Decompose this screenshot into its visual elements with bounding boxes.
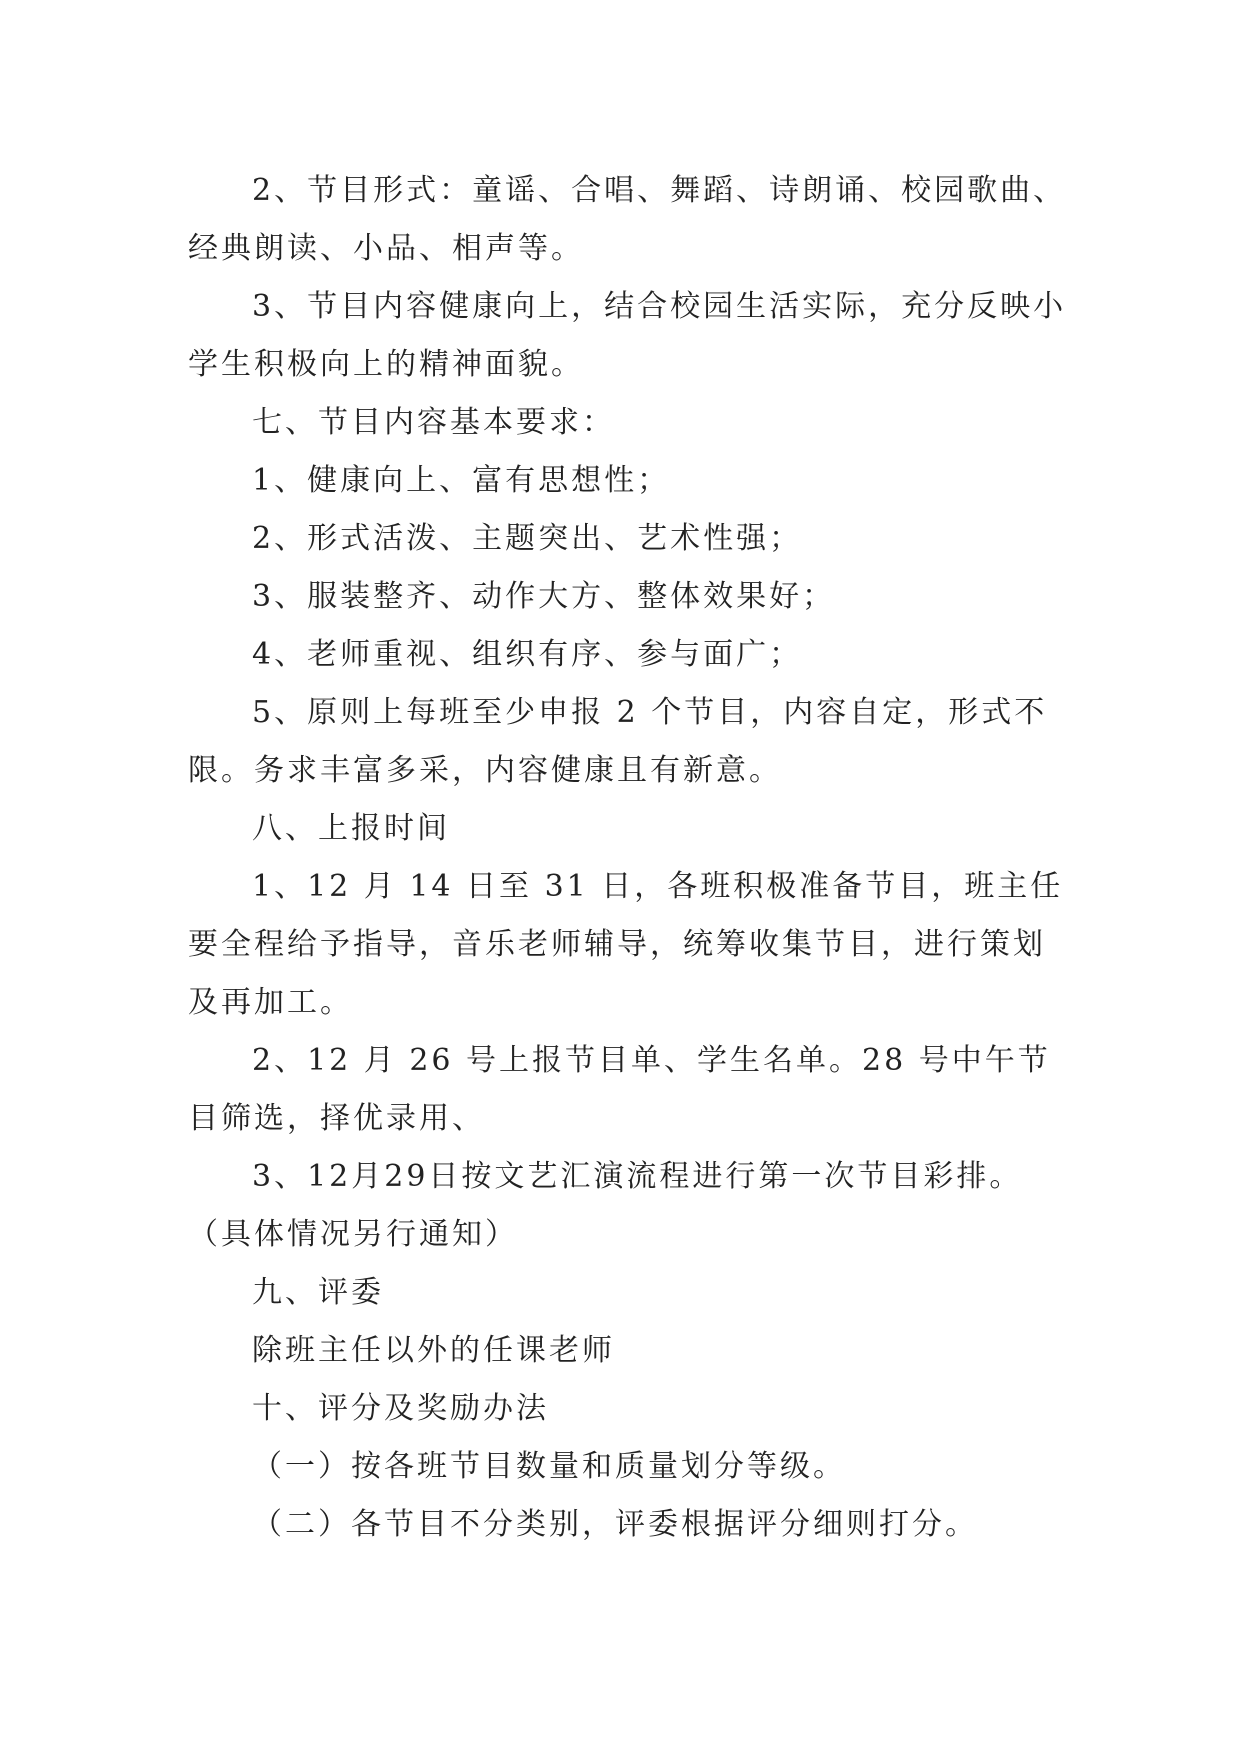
heading-section-8: 八、上报时间 bbox=[252, 811, 450, 846]
list-item-schedule-3: 3、12月29日按文艺汇演流程进行第一次节目彩排。（具体情况另行通知） bbox=[188, 1159, 1023, 1252]
list-item-requirement-1: 1、健康向上、富有思想性； bbox=[252, 463, 671, 498]
list-item-requirement-4: 4、老师重视、组织有序、参与面广； bbox=[252, 637, 803, 672]
list-item-schedule-1: 1、12 月 14 日至 31 日，各班积极准备节目，班主任要全程给予指导，音乐老师辅导，统筹收集节目，进行策划及再加工。 bbox=[188, 869, 1064, 1020]
heading-section-7: 七、节目内容基本要求： bbox=[252, 405, 615, 440]
list-item-scoring-2: （二）各节目不分类别，评委根据评分细则打分。 bbox=[252, 1507, 978, 1542]
paragraph-judges: 除班主任以外的任课老师 bbox=[252, 1333, 615, 1368]
list-item-requirement-5: 5、原则上每班至少申报 2 个节目，内容自定，形式不限。务求丰富多采，内容健康且有新意。 bbox=[188, 695, 1048, 788]
list-item-requirement-2: 2、形式活泼、主题突出、艺术性强； bbox=[252, 521, 803, 556]
heading-section-9: 九、评委 bbox=[252, 1275, 384, 1310]
document-body bbox=[188, 162, 1068, 1554]
paragraph-program-forms: 2、节目形式：童谣、合唱、舞蹈、诗朗诵、校园歌曲、经典朗读、小品、相声等。 bbox=[188, 173, 1067, 266]
list-item-schedule-2: 2、12 月 26 号上报节目单、学生名单。28 号中午节目筛选，择优录用、 bbox=[188, 1043, 1051, 1136]
list-item-requirement-3: 3、服装整齐、动作大方、整体效果好； bbox=[252, 579, 836, 614]
paragraph-program-content: 3、节目内容健康向上，结合校园生活实际，充分反映小学生积极向上的精神面貌。 bbox=[188, 289, 1067, 382]
heading-section-10: 十、评分及奖励办法 bbox=[252, 1391, 549, 1426]
list-item-scoring-1: （一）按各班节目数量和质量划分等级。 bbox=[252, 1449, 846, 1484]
